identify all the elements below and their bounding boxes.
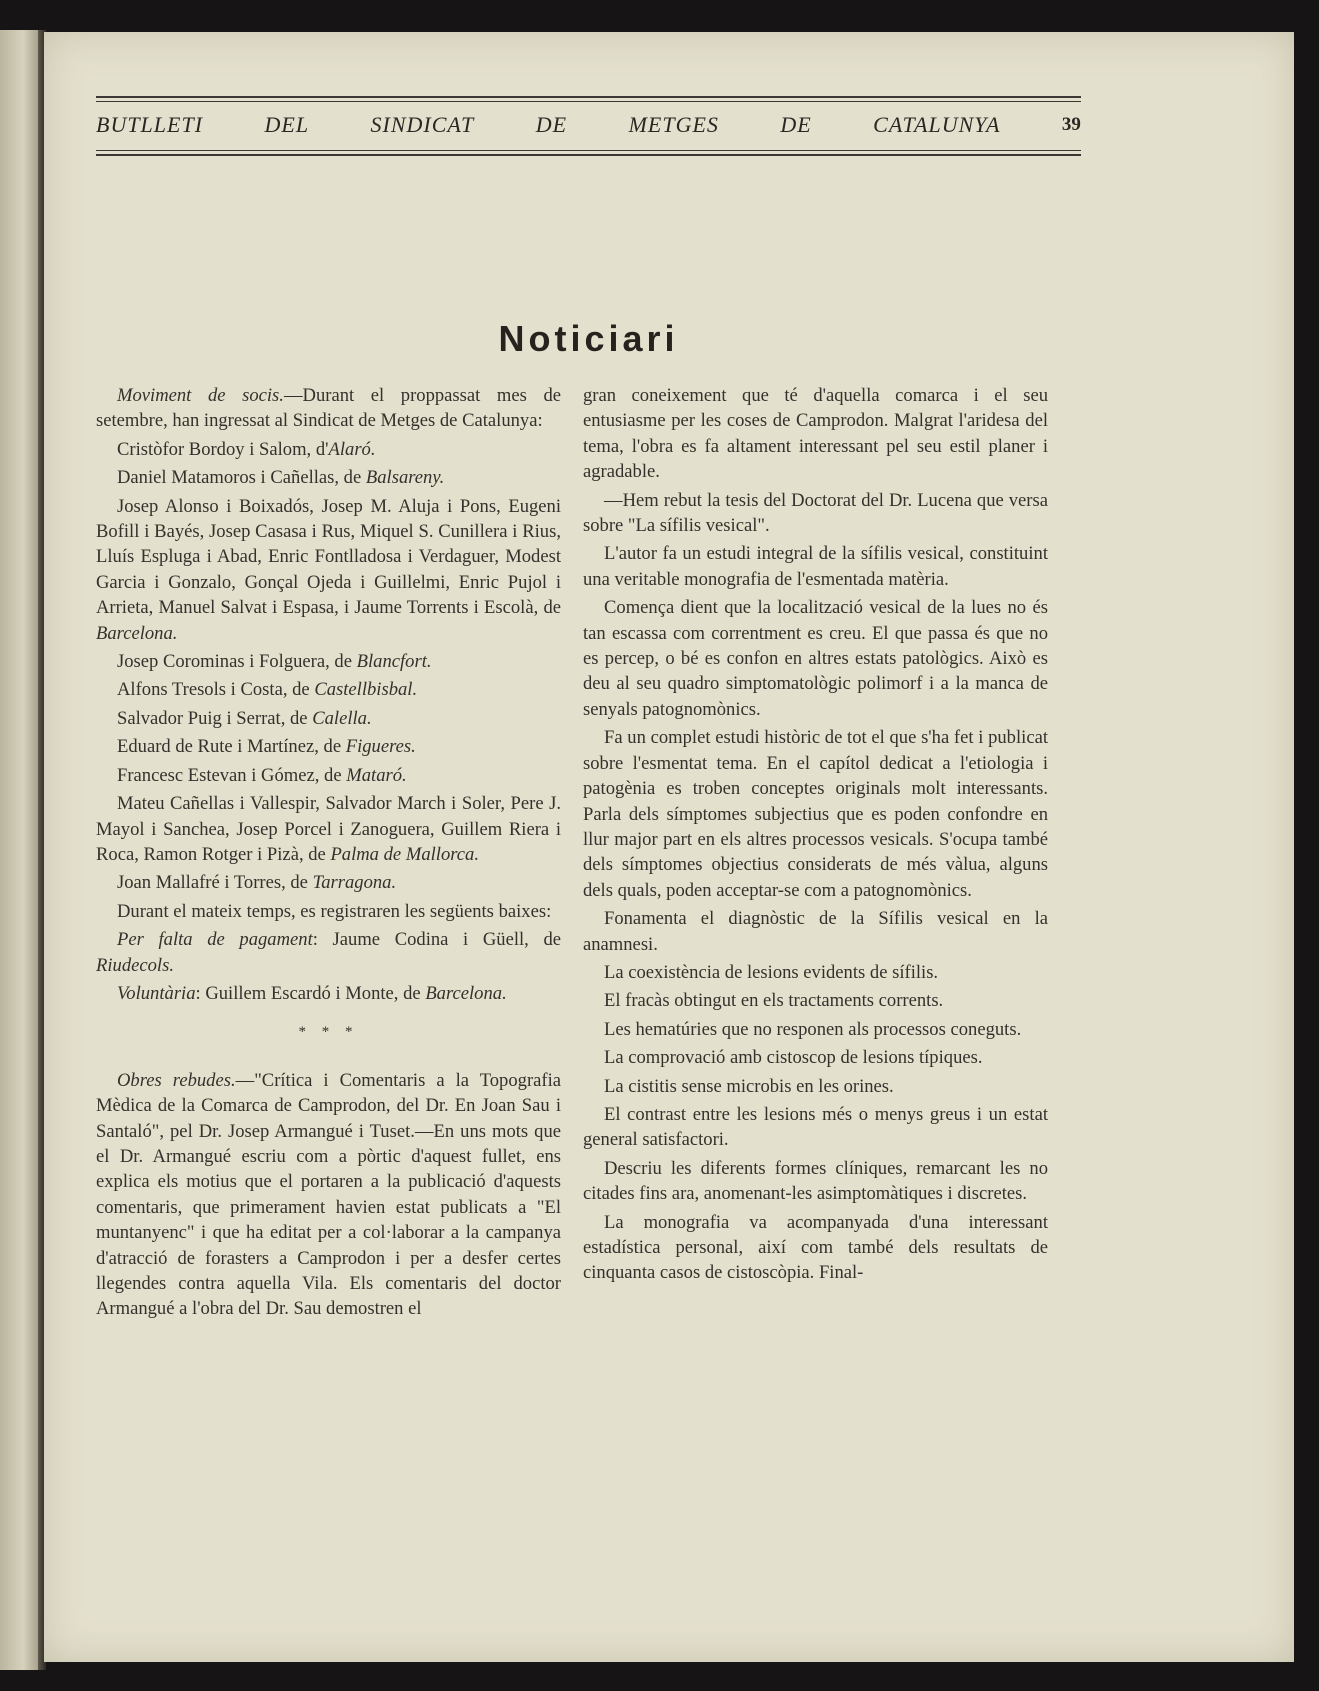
paragraph: La cistitis sense microbis en les orines. xyxy=(604,1075,894,1097)
paragraph: Descriu les diferents formes clíniques, remarcant les no citades fins ara, anomenant-les asimptomàtiques i discretes. xyxy=(583,1157,1048,1205)
member-place: Castellbisbal. xyxy=(314,679,418,701)
member-place: Calella. xyxy=(312,707,372,729)
baja-place: Riudecols. xyxy=(96,954,174,976)
member-names: Josep Corominas i Folguera, de xyxy=(117,651,357,673)
baja-entry xyxy=(96,981,561,1006)
baja-text: : Guillem Escardó i Monte, de xyxy=(195,982,426,1004)
member-place: Tarragona. xyxy=(312,872,397,894)
header-rule-top-thin xyxy=(96,101,1081,102)
header-rule-bottom xyxy=(96,154,1081,156)
paragraph: —Hem rebut la tesis del Doctorat del Dr. Lucena que versa sobre "La sífilis vesical". xyxy=(583,489,1048,537)
member-place: Balsareny. xyxy=(365,467,445,489)
paragraph: Fonamenta el diagnòstic de la Sífilis vesical en la anamnesi. xyxy=(583,908,1048,955)
member-entry xyxy=(96,465,561,490)
section-separator: * * * xyxy=(298,1024,359,1041)
member-names: Francesc Estevan i Gómez, de xyxy=(117,764,347,786)
paragraph: La monografia va acompanyada d'una interessant estadística personal, així com també dels resultats de cinquanta casos de cistoscòpia. Final- xyxy=(583,1211,1048,1284)
baja-text: : Jaume Codina i Güell, de xyxy=(312,929,562,951)
member-entry xyxy=(96,734,561,759)
section-title: Noticiari xyxy=(498,318,679,359)
paragraph: La coexistència de lesions evidents de sífilis. xyxy=(604,961,939,983)
member-names: Salvador Puig i Serrat, de xyxy=(117,707,313,729)
member-entry xyxy=(96,494,561,646)
section-lead: Obres rebudes. xyxy=(117,1069,236,1091)
header-word: BUTLLETI xyxy=(96,112,204,137)
member-names: Josep Alonso i Boixadós, Josep M. Aluja i Pons, Eugeni Bofill i Bayés, Josep Casasa i Rus, Miquel S. Cunillera i Rius, Lluís Espluga i Abad, Enric Fontlladosa i Verdaguer, Modest Garcia i Gonzalo, Gonçal Ojeda i Guillelmi, Enric Pujol i Arrieta, Manuel Salvat i Espasa, i Jaume Torrents i Escolà, de xyxy=(96,495,561,619)
paragraph: Fa un complet estudi històric de tot el que s'ha fet i publicat sobre l'esmentat tema. En el capítol dedicat a l'etiologia i patogènia es troben conceptes originals molt interessants. Parla dels símptomes subjectius que es poden confondre en llur major part en els altres processos vesicals. S'ocupa també dels símptomes objectius considerats de més vàlua, alguns dels quals, poden acceptar-se com a patognomònics. xyxy=(583,727,1048,901)
header-word: DE xyxy=(535,112,568,137)
member-place: Blancfort. xyxy=(356,651,432,673)
header-word: METGES xyxy=(628,112,719,137)
header-rule-top xyxy=(96,96,1081,98)
member-place: Figueres. xyxy=(345,736,416,758)
header-rule-bottom-thin xyxy=(96,150,1081,151)
member-names: Eduard de Rute i Martínez, de xyxy=(117,736,346,758)
left-column xyxy=(96,383,561,1325)
running-header xyxy=(96,105,1081,145)
baja-entry xyxy=(96,927,561,978)
paragraph: El fracàs obtingut en els tractaments corrents. xyxy=(604,990,944,1012)
member-entry xyxy=(96,649,561,674)
member-entry xyxy=(96,870,561,895)
header-word: CATALUNYA xyxy=(873,112,1001,137)
paragraph: gran coneixement que té d'aquella comarca i el seu entusiasme per les coses de Camprodon. Malgrat l'aridesa del tema, l'obra es fa altament interessant pel seu estil planer i agradable. xyxy=(583,385,1048,483)
member-place: Alaró. xyxy=(328,438,376,460)
paragraph-text: —"Crítica i Comentaris a la Topografia Mèdica de la Comarca de Camprodon, del Dr. En Joan Sau i Santaló", pel Dr. Josep Armangué i Tuset.—En uns mots que el Dr. Armangué escriu com a pòrtic d'aquest fullet, ens explica els motius que el portaren a la publicació d'aquests comentaris, que primerament havien estat publicats a "El muntanyenc" i que ha editat per a col·laborar a la campanya d'atracció de forasters a Camprodon i per a desfer certes llegendes contra aquella Vila. Els comentaris del doctor Armangué a l'obra del Dr. Sau demostren el xyxy=(96,1069,561,1320)
member-names: Alfons Tresols i Costa, de xyxy=(117,679,315,701)
member-entry xyxy=(96,437,561,462)
header-word: DE xyxy=(780,112,812,137)
header-word: DEL xyxy=(264,112,310,137)
member-entry xyxy=(96,706,561,731)
header-word: SINDICAT xyxy=(370,112,475,137)
baja-place: Barcelona. xyxy=(425,982,507,1004)
section-lead: Moviment de socis. xyxy=(117,385,284,406)
page-number: 39 xyxy=(1061,114,1081,135)
member-names: Daniel Matamoros i Cañellas, de xyxy=(117,467,366,489)
baja-label: Per falta de pagament xyxy=(117,929,313,951)
member-place: Palma de Mallorca. xyxy=(330,843,479,865)
member-names: Joan Mallafré i Torres, de xyxy=(117,872,313,894)
paragraph-text: —Durant el proppassat mes de setembre, han ingressat al Sindicat de Metges de Catalunya: xyxy=(96,385,562,432)
facing-page-edge xyxy=(0,30,42,1670)
paragraph xyxy=(96,1068,561,1322)
member-names: Mateu Cañellas i Vallespir, Salvador March i Soler, Pere J. Mayol i Sanchea, Josep Porcel i Zanoguera, Guillem Riera i Roca, Ramon Rotger i Pizà, de xyxy=(96,793,561,865)
paragraph: La comprovació amb cistoscop de lesions típiques. xyxy=(604,1047,983,1069)
member-entry xyxy=(96,677,561,702)
paragraph: L'autor fa un estudi integral de la sífilis vesical, constituint una veritable monografia de l'esmentada matèria. xyxy=(583,543,1048,590)
member-place: Mataró. xyxy=(346,764,407,786)
paragraph: Comença dient que la localització vesical de la lues no és tan escassa com correntment es creu. El que passa és que no es percep, o bé es confon en altres estats patològics. Això es deu al seu quadro simptomatològic polimorf i a la manca de senyals patognomònics. xyxy=(583,597,1048,720)
member-entry xyxy=(96,791,561,867)
paragraph xyxy=(96,383,561,434)
member-place: Barcelona. xyxy=(96,622,178,644)
paragraph: Durant el mateix temps, es registraren les següents baixes: xyxy=(117,900,552,922)
member-names: Cristòfor Bordoy i Salom, d' xyxy=(117,438,329,460)
paragraph: Les hematúries que no responen als processos coneguts. xyxy=(604,1018,1022,1040)
baja-label: Voluntària xyxy=(117,982,196,1004)
member-entry xyxy=(96,763,561,788)
right-column xyxy=(583,383,1048,1289)
paragraph: El contrast entre les lesions més o menys greus i un estat general satisfactori. xyxy=(583,1103,1048,1151)
